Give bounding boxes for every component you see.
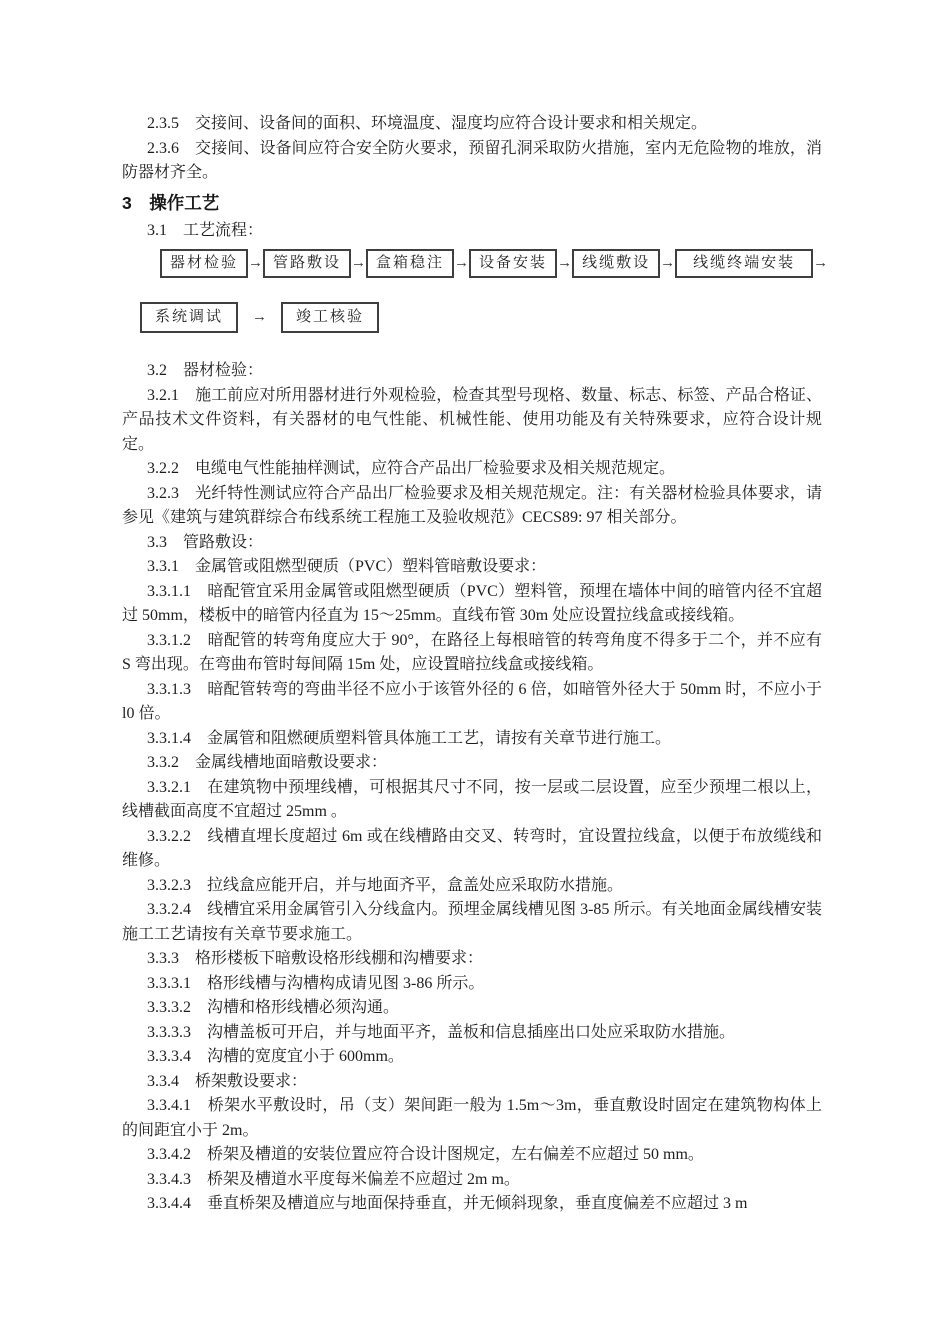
flow-step-box: 器材检验	[160, 249, 248, 278]
flow-step-box: 系统调试	[140, 302, 238, 333]
doc-paragraph: 3.3.3.3 沟槽盖板可开启，并与地面平齐，盖板和信息插座出口处应采取防水措施。	[147, 1023, 736, 1041]
doc-paragraph: 3.3.1.2 暗配管的转弯角度应大于 90°，在路径上每根暗管的转弯角度不得多于二个，并不应有 S 弯出现。在弯曲布管时每间隔 15m 处，应设置暗拉线盒或接线箱。	[122, 631, 822, 673]
flow-step-box: 盒箱稳注	[366, 249, 454, 278]
doc-paragraph: 3.3.2.1 在建筑物中预埋线槽，可根据其尺寸不同，按一层或二层设置，应至少预埋二根以上，线槽截面高度不宜超过 25mm 。	[122, 778, 822, 820]
doc-paragraph: 3.3.1.1 暗配管宜采用金属管或阻燃型硬质（PVC）塑料管，预埋在墙体中间的暗管内径不宜超过 50mm，楼板中的暗管内径直为 15～25mm。直线布管 30m 处应设置拉线盒或接线箱。	[122, 582, 822, 624]
flow-step-box: 线缆终端安装	[675, 249, 813, 278]
doc-paragraph: 3.3 管路敷设：	[147, 533, 264, 551]
flow-step-box: 线缆敷设	[572, 249, 660, 278]
doc-paragraph: 3.3.4 桥架敷设要求：	[147, 1072, 308, 1090]
doc-paragraph: 2.3.6 交接间、设备间应符合安全防火要求，预留孔洞采取防火措施，室内无危险物的堆放，消防器材齐全。	[122, 139, 822, 181]
document-content	[122, 112, 829, 1217]
doc-paragraph: 3.3.4.2 桥架及槽道的安装位置应符合设计图规定，左右偏差不应超过 50 mm。	[147, 1146, 704, 1163]
process-flow-row	[140, 302, 800, 333]
doc-paragraph: 3.3.4.4 垂直桥架及槽道应与地面保持垂直，并无倾斜现象，垂直度偏差不应超过 3 m	[147, 1195, 748, 1212]
flow-step-box: 设备安装	[469, 249, 557, 278]
flow-arrow-icon: →	[454, 255, 470, 272]
doc-paragraph: 3.3.3.2 沟槽和格形线槽必须沟通。	[147, 999, 400, 1016]
doc-paragraph: 3.3.2.2 线槽直埋长度超过 6m 或在线槽路由交叉、转弯时，宜设置拉线盒，以便于布放缆线和维修。	[122, 827, 822, 869]
flow-arrow-icon: →	[557, 255, 573, 272]
doc-paragraph: 3.2.2 电缆电气性能抽样测试，应符合产品出厂检验要求及相关规范规定。	[147, 460, 676, 477]
flow-arrow-icon: →	[660, 255, 676, 272]
flow-arrow-icon: →	[252, 309, 268, 326]
process-flow-row	[160, 249, 829, 278]
doc-paragraph: 2.3.5 交接间、设备间的面积、环境温度、湿度均应符合设计要求和相关规定。	[147, 115, 708, 132]
doc-paragraph: 3.3.4.3 桥架及槽道水平度每米偏差不应超过 2m m。	[147, 1170, 520, 1188]
doc-paragraph: 3.3.2.3 拉线盒应能开启，并与地面齐平，盒盖处应采取防水措施。	[147, 876, 624, 894]
section-heading: 3 操作工艺	[122, 192, 220, 213]
doc-paragraph: 3.3.3.4 沟槽的宽度宜小于 600mm。	[147, 1048, 404, 1065]
flow-arrow-icon: →	[248, 255, 264, 272]
doc-paragraph: 3.1 工艺流程：	[147, 221, 264, 239]
doc-paragraph: 3.2.3 光纤特性测试应符合产品出厂检验要求及相关规范规定。注：有关器材检验具体要求，请参见《建筑与建筑群综合布线系统工程施工及验收规范》CECS89: 97 相关部分。	[122, 484, 822, 526]
doc-paragraph: 3.3.3 格形楼板下暗敷设格形线棚和沟槽要求：	[147, 950, 484, 967]
flow-arrow-icon: →	[813, 255, 829, 272]
doc-paragraph: 3.2 器材检验：	[147, 362, 264, 379]
doc-paragraph: 3.3.1.3 暗配管转弯的弯曲半径不应小于该管外径的 6 倍，如暗管外径大于 50mm 时，不应小于 l0 倍。	[122, 680, 822, 722]
doc-paragraph: 3.3.3.1 格形线槽与沟槽构成请见图 3-86 所示。	[147, 974, 485, 992]
flow-arrow-icon: →	[351, 255, 367, 272]
doc-paragraph: 3.2.1 施工前应对所用器材进行外观检验，检查其型号现格、数量、标志、标签、产品合格证、产品技术文件资料，有关器材的电气性能、机械性能、使用功能及有关特殊要求，应符合设计规定。	[122, 386, 822, 453]
flow-step-box: 竣工核验	[281, 302, 379, 333]
doc-paragraph: 3.3.1 金属管或阻燃型硬质（PVC）塑料管暗敷设要求：	[147, 558, 547, 575]
doc-paragraph: 3.3.1.4 金属管和阻燃硬质塑料管具体施工工艺，请按有关章节进行施工。	[147, 729, 672, 747]
flow-step-box: 管路敷设	[263, 249, 351, 278]
doc-paragraph: 3.3.4.1 桥架水平敷设时，吊（支）架间距一般为 1.5m～3m，垂直敷设时固定在建筑物构体上的间距宜小于 2m。	[122, 1097, 822, 1139]
doc-paragraph: 3.3.2 金属线槽地面暗敷设要求：	[147, 754, 388, 771]
doc-paragraph: 3.3.2.4 线槽宜采用金属管引入分线盒内。预埋金属线槽见图 3-85 所示。有关地面金属线槽安装施工工艺请按有关章节要求施工。	[122, 901, 822, 943]
